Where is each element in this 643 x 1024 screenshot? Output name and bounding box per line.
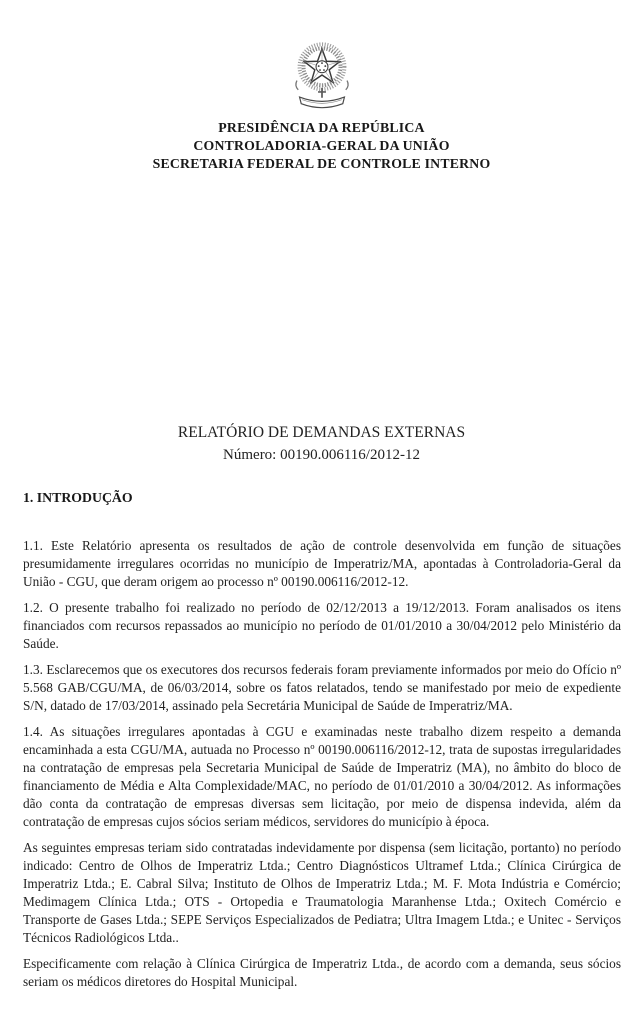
paragraph-clinica-cirurgica: Especificamente com relação à Clínica Cirúrgica de Imperatriz Ltda., de acordo com a demanda, seus sócios seriam os médicos diretores do Hospital Municipal. [23,956,621,989]
org-header-line-presidencia: PRESIDÊNCIA DA REPÚBLICA [218,120,425,135]
org-header-line-controladoria: CONTROLADORIA-GERAL DA UNIÃO [193,138,450,153]
paragraph-1-4: 1.4. As situações irregulares apontadas à CGU e examinadas neste trabalho dizem respeito a demanda encaminhada a esta CGU/MA, autuada no Processo nº 00190.006116/2012-12, trata de supostas irregularidades na contratação de empresas pela Secretaria Municipal de Saúde de Imperatriz (MA), no âmbito do bloco de financiamento de Média e Alta Complexidade/MAC, no período de 01/01/2010 a 30/04/2012. As informações dão conta da contratação de empresas diversas sem licitação, por meio de dispensa indevida, além da contratação de empresas cujos sócios seriam médicos, servidores do município à época. [23,724,621,829]
emblem-container [0,0,643,115]
report-number: Número: 00190.006116/2012-12 [223,447,420,463]
paragraph-1-2: 1.2. O presente trabalho foi realizado no período de 02/12/2013 a 19/12/2013. Foram analisados os itens financiados com recursos repassados ao município no período de 01/01/2010 a 30/04/2012 pelo Ministério da Saúde. [23,600,621,651]
paragraph-companies-list: As seguintes empresas teriam sido contratadas indevidamente por dispensa (sem licitação, portanto) no período indicado: Centro de Olhos de Imperatriz Ltda.; Centro Diagnósticos Ultramef Ltda.; Clínica Cirúrgica de Imperatriz Ltda.; E. Cabral Silva; Instituto de Olhos de Imperatriz Ltda.; M. F. Mota Indústria e Comércio; Medimagem Clínica Ltda.; OTS - Ortopedia e Traumatologia Maranhense Ltda.; Oxitech Comércio e Transporte de Gases Ltda.; SEPE Serviços Especializados de Pediatra; Ultra Imagem Ltda.; e Unitec - Serviços Técnicos Radiológicos Ltda.. [23,840,621,945]
section-heading-introducao: 1. INTRODUÇÃO [23,490,133,505]
report-title: RELATÓRIO DE DEMANDAS EXTERNAS [177,424,466,441]
org-header-line-secretaria: SECRETARIA FEDERAL DE CONTROLE INTERNO [152,156,491,171]
document-body [23,489,621,991]
paragraph-1-1: 1.1. Este Relatório apresenta os resultados de ação de controle desenvolvida em função de situações presumidamente irregulares ocorridas no município de Imperatriz/MA, apontadas à Controladoria-Geral da União - CGU, que deram origem ao processo nº 00190.006116/2012-12. [23,538,621,589]
paragraph-1-3: 1.3. Esclarecemos que os executores dos recursos federais foram previamente informados por meio do Ofício nº 5.568 GAB/CGU/MA, de 06/03/2014, sobre os fatos relatados, tendo se manifestado por meio de expediente S/N, datado de 17/03/2014, assinado pela Secretária Municipal de Saúde de Imperatriz/MA. [23,662,621,713]
org-header [0,119,643,173]
brazil-coat-of-arms-icon [289,33,355,115]
